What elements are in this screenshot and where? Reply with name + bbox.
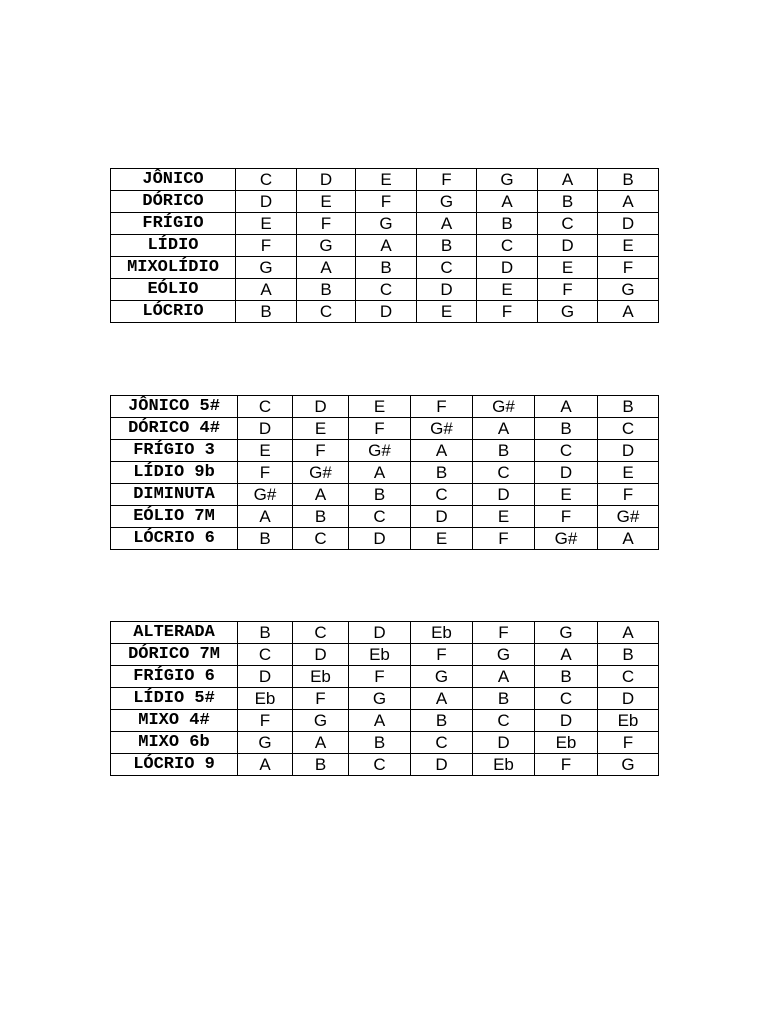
note-cell: F	[411, 396, 473, 418]
table-row	[111, 688, 659, 710]
table-row	[111, 235, 659, 257]
note-cell: G#	[293, 462, 349, 484]
note-cell: F	[535, 506, 598, 528]
note-cell: B	[238, 622, 293, 644]
note-cell: B	[349, 484, 411, 506]
mode-name-cell: DÓRICO 4#	[111, 418, 238, 440]
note-cell: G	[293, 710, 349, 732]
mode-name-cell: FRÍGIO 6	[111, 666, 238, 688]
table-row	[111, 622, 659, 644]
table-row	[111, 754, 659, 776]
mode-name-cell: DÓRICO	[111, 191, 236, 213]
note-cell: D	[236, 191, 297, 213]
note-cell: D	[297, 169, 356, 191]
mode-name-cell: MIXO 4#	[111, 710, 238, 732]
note-cell: A	[411, 440, 473, 462]
note-cell: D	[535, 462, 598, 484]
note-cell: G	[356, 213, 417, 235]
note-cell: G	[473, 644, 535, 666]
note-cell: C	[236, 169, 297, 191]
note-cell: A	[598, 191, 659, 213]
note-cell: G#	[349, 440, 411, 462]
note-cell: E	[473, 506, 535, 528]
note-cell: C	[535, 440, 598, 462]
modes-table-2	[110, 395, 659, 550]
mode-name-cell: FRÍGIO	[111, 213, 236, 235]
table-row	[111, 213, 659, 235]
note-cell: A	[356, 235, 417, 257]
note-cell: D	[411, 754, 473, 776]
note-cell: B	[293, 754, 349, 776]
note-cell: B	[473, 440, 535, 462]
note-cell: E	[598, 462, 659, 484]
note-cell: G	[538, 301, 598, 323]
note-cell: E	[535, 484, 598, 506]
table-row	[111, 418, 659, 440]
note-cell: B	[535, 418, 598, 440]
note-cell: G#	[598, 506, 659, 528]
note-cell: G	[349, 688, 411, 710]
note-cell: A	[293, 732, 349, 754]
note-cell: Eb	[238, 688, 293, 710]
note-cell: B	[238, 528, 293, 550]
note-cell: D	[293, 644, 349, 666]
table-row	[111, 710, 659, 732]
note-cell: F	[236, 235, 297, 257]
note-cell: D	[598, 213, 659, 235]
table-row	[111, 301, 659, 323]
note-cell: Eb	[293, 666, 349, 688]
note-cell: E	[538, 257, 598, 279]
note-cell: D	[598, 440, 659, 462]
note-cell: C	[411, 732, 473, 754]
note-cell: A	[238, 506, 293, 528]
table-row	[111, 732, 659, 754]
note-cell: E	[238, 440, 293, 462]
note-cell: A	[598, 528, 659, 550]
note-cell: D	[293, 396, 349, 418]
note-cell: B	[477, 213, 538, 235]
note-cell: G	[238, 732, 293, 754]
note-cell: A	[535, 396, 598, 418]
note-cell: Eb	[349, 644, 411, 666]
mode-name-cell: LÓCRIO	[111, 301, 236, 323]
note-cell: D	[238, 418, 293, 440]
note-cell: A	[349, 710, 411, 732]
table-row	[111, 506, 659, 528]
note-cell: D	[598, 688, 659, 710]
note-cell: G	[411, 666, 473, 688]
note-cell: D	[473, 732, 535, 754]
mode-name-cell: EÓLIO 7M	[111, 506, 238, 528]
mode-name-cell: MIXO 6b	[111, 732, 238, 754]
note-cell: B	[411, 710, 473, 732]
note-cell: G	[535, 622, 598, 644]
mode-name-cell: DÓRICO 7M	[111, 644, 238, 666]
mode-name-cell: LÍDIO 5#	[111, 688, 238, 710]
note-cell: C	[293, 528, 349, 550]
note-cell: Eb	[411, 622, 473, 644]
note-cell: F	[473, 622, 535, 644]
note-cell: C	[293, 622, 349, 644]
table-row	[111, 169, 659, 191]
note-cell: E	[477, 279, 538, 301]
note-cell: F	[238, 710, 293, 732]
note-cell: C	[349, 754, 411, 776]
mode-name-cell: LÓCRIO 6	[111, 528, 238, 550]
note-cell: F	[477, 301, 538, 323]
table-row	[111, 484, 659, 506]
note-cell: E	[411, 528, 473, 550]
note-cell: C	[356, 279, 417, 301]
note-cell: A	[411, 688, 473, 710]
note-cell: C	[238, 644, 293, 666]
mode-name-cell: JÔNICO 5#	[111, 396, 238, 418]
note-cell: B	[535, 666, 598, 688]
note-cell: F	[538, 279, 598, 301]
note-cell: F	[535, 754, 598, 776]
table-row	[111, 528, 659, 550]
mode-name-cell: LÍDIO	[111, 235, 236, 257]
note-cell: F	[411, 644, 473, 666]
note-cell: D	[535, 710, 598, 732]
mode-name-cell: LÓCRIO 9	[111, 754, 238, 776]
note-cell: A	[598, 301, 659, 323]
note-cell: G#	[473, 396, 535, 418]
note-cell: B	[236, 301, 297, 323]
note-cell: A	[297, 257, 356, 279]
note-cell: A	[477, 191, 538, 213]
note-cell: E	[349, 396, 411, 418]
note-cell: F	[356, 191, 417, 213]
note-cell: C	[598, 666, 659, 688]
note-cell: C	[349, 506, 411, 528]
note-cell: A	[238, 754, 293, 776]
note-cell: F	[349, 666, 411, 688]
note-cell: F	[417, 169, 477, 191]
table-row	[111, 440, 659, 462]
note-cell: B	[598, 396, 659, 418]
note-cell: D	[473, 484, 535, 506]
note-cell: A	[598, 622, 659, 644]
note-cell: B	[411, 462, 473, 484]
note-cell: A	[535, 644, 598, 666]
note-cell: Eb	[473, 754, 535, 776]
note-cell: G#	[411, 418, 473, 440]
note-cell: B	[598, 169, 659, 191]
note-cell: G#	[535, 528, 598, 550]
note-cell: C	[598, 418, 659, 440]
mode-name-cell: DIMINUTA	[111, 484, 238, 506]
note-cell: C	[411, 484, 473, 506]
note-cell: G#	[238, 484, 293, 506]
note-cell: D	[477, 257, 538, 279]
note-cell: E	[598, 235, 659, 257]
note-cell: B	[297, 279, 356, 301]
note-cell: G	[236, 257, 297, 279]
mode-name-cell: LÍDIO 9b	[111, 462, 238, 484]
note-cell: C	[238, 396, 293, 418]
modes-table-1	[110, 168, 659, 323]
note-cell: G	[297, 235, 356, 257]
note-cell: F	[349, 418, 411, 440]
note-cell: Eb	[598, 710, 659, 732]
note-cell: E	[297, 191, 356, 213]
note-cell: F	[293, 440, 349, 462]
mode-name-cell: EÓLIO	[111, 279, 236, 301]
note-cell: C	[297, 301, 356, 323]
note-cell: D	[356, 301, 417, 323]
table-row	[111, 396, 659, 418]
note-cell: C	[538, 213, 598, 235]
note-cell: C	[477, 235, 538, 257]
note-cell: B	[349, 732, 411, 754]
note-cell: G	[477, 169, 538, 191]
note-cell: B	[598, 644, 659, 666]
table-row	[111, 462, 659, 484]
note-cell: C	[473, 462, 535, 484]
note-cell: E	[417, 301, 477, 323]
note-cell: E	[236, 213, 297, 235]
note-cell: A	[473, 666, 535, 688]
note-cell: F	[598, 484, 659, 506]
note-cell: F	[293, 688, 349, 710]
note-cell: D	[349, 622, 411, 644]
note-cell: A	[236, 279, 297, 301]
table-row	[111, 279, 659, 301]
note-cell: F	[238, 462, 293, 484]
note-cell: G	[417, 191, 477, 213]
note-cell: D	[411, 506, 473, 528]
note-cell: C	[535, 688, 598, 710]
note-cell: A	[293, 484, 349, 506]
mode-name-cell: ALTERADA	[111, 622, 238, 644]
note-cell: A	[473, 418, 535, 440]
note-cell: C	[417, 257, 477, 279]
mode-name-cell: MIXOLÍDIO	[111, 257, 236, 279]
mode-name-cell: JÔNICO	[111, 169, 236, 191]
note-cell: A	[417, 213, 477, 235]
modes-table-3	[110, 621, 659, 776]
note-cell: F	[598, 257, 659, 279]
note-cell: A	[538, 169, 598, 191]
note-cell: F	[297, 213, 356, 235]
note-cell: B	[473, 688, 535, 710]
mode-name-cell: FRÍGIO 3	[111, 440, 238, 462]
note-cell: D	[538, 235, 598, 257]
table-row	[111, 644, 659, 666]
note-cell: B	[293, 506, 349, 528]
note-cell: G	[598, 279, 659, 301]
table-row	[111, 191, 659, 213]
note-cell: F	[598, 732, 659, 754]
note-cell: F	[473, 528, 535, 550]
table-row	[111, 666, 659, 688]
note-cell: D	[238, 666, 293, 688]
note-cell: D	[417, 279, 477, 301]
note-cell: A	[349, 462, 411, 484]
table-row	[111, 257, 659, 279]
note-cell: E	[356, 169, 417, 191]
note-cell: E	[293, 418, 349, 440]
note-cell: B	[538, 191, 598, 213]
note-cell: B	[356, 257, 417, 279]
note-cell: C	[473, 710, 535, 732]
note-cell: B	[417, 235, 477, 257]
note-cell: D	[349, 528, 411, 550]
note-cell: G	[598, 754, 659, 776]
note-cell: Eb	[535, 732, 598, 754]
